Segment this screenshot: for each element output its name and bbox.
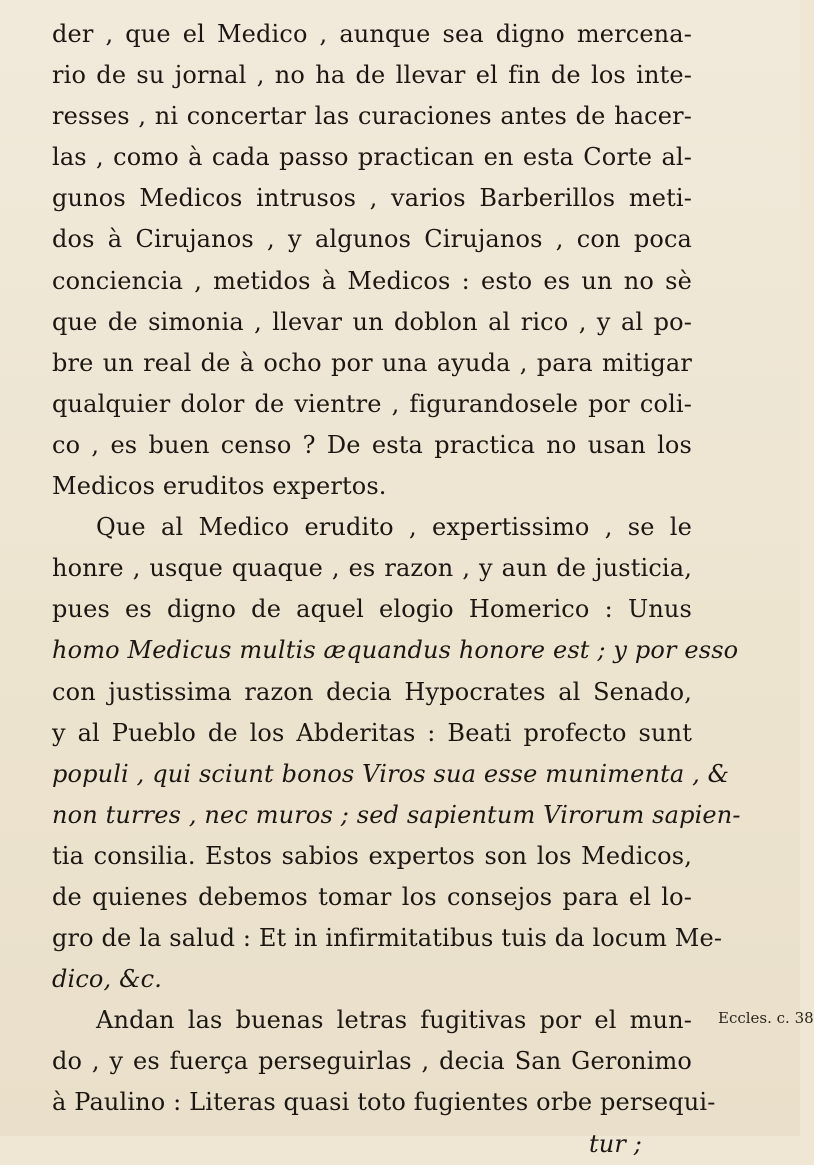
text-line: do , y es fuerça perseguirlas , decia San Geronimo <box>52 1047 692 1076</box>
body-text <box>52 14 741 1165</box>
text-line: dos à Cirujanos , y algunos Cirujanos , con poca <box>52 225 692 254</box>
text-line: resses , ni concertar las curaciones antes de hacer- <box>52 102 692 131</box>
text-line: las , como à cada passo practican en esta Corte al- <box>52 143 692 172</box>
latin-quote-line: populi , qui sciunt bonos Viros sua esse munimenta , & <box>52 759 730 788</box>
text-line: honre , usque quaque , es razon , y aun de justicia, <box>52 554 692 583</box>
latin-quote-line: homo Medicus multis æquandus honore est ; y por esso <box>52 636 739 665</box>
text-line: co , es buen censo ? De esta practica no usan los <box>52 430 692 459</box>
text-line: de quienes debemos tomar los consejos para el lo- <box>52 882 692 911</box>
text-line: y al Pueblo de los Abderitas : Beati profecto sunt <box>52 718 692 747</box>
catchword: tur ; <box>588 1129 642 1158</box>
latin-quote-line: non turres , nec muros ; sed sapientum Virorum sapien- <box>52 800 741 829</box>
paragraph-start-line: Andan las buenas letras fugitivas por el mun- <box>96 1006 692 1035</box>
text-line: con justissima razon decia Hypocrates al Senado, <box>52 677 692 706</box>
text-line: gro de la salud : Et in infirmitatibus tuis da locum Me- <box>52 924 723 953</box>
text-line: tia consilia. Estos sabios expertos son los Medicos, <box>52 841 692 870</box>
text-line: qualquier dolor de vientre , figurandosele por coli- <box>52 389 692 418</box>
latin-quote-line: dico, &c. <box>52 965 162 994</box>
text-line: rio de su jornal , no ha de llevar el fin de los inte- <box>52 61 692 90</box>
text-line: pues es digno de aquel elogio Homerico : Unus <box>52 595 692 624</box>
text-line: à Paulino : Literas quasi toto fugientes orbe persequi- <box>52 1088 716 1117</box>
text-line: gunos Medicos intrusos , varios Barberillos meti- <box>52 184 692 213</box>
paragraph-start-line: Que al Medico erudito , expertissimo , se le <box>96 513 692 542</box>
text-line: Medicos eruditos expertos. <box>52 472 387 501</box>
text-line: conciencia , metidos à Medicos : esto es un no sè <box>52 266 692 295</box>
marginal-note: Eccles. c. 38 <box>718 1009 814 1027</box>
text-line: der , que el Medico , aunque sea digno mercena- <box>52 20 692 48</box>
text-line: bre un real de à ocho por una ayuda , para mitigar <box>52 348 692 377</box>
text-line: que de simonia , llevar un doblon al rico , y al po- <box>52 307 692 336</box>
